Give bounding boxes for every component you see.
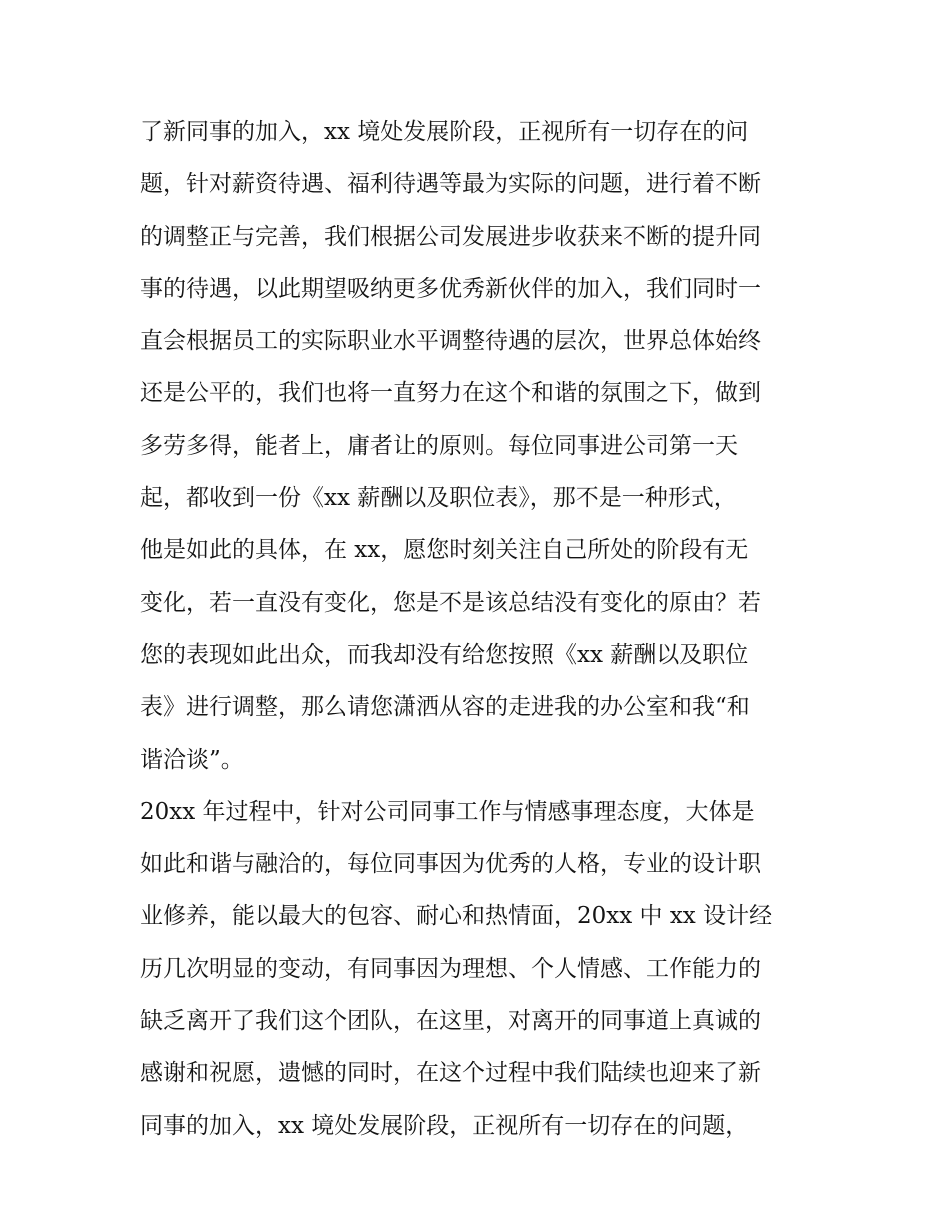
text-line: 还是公平的，我们也将一直努力在这个和谐的氛围之下，做到 bbox=[140, 380, 761, 407]
text-line: 表》进行调整，那么请您潇洒从容的走进我的办公室和我“和 bbox=[140, 694, 750, 721]
text-line: 变化，若一直没有变化，您是不是该总结没有变化的原由？若 bbox=[140, 589, 761, 616]
text-line: 20xx 年过程中，针对公司同事工作与情感事理态度，大体是 bbox=[140, 798, 755, 825]
text-line: 如此和谐与融洽的，每位同事因为优秀的人格，专业的设计职 bbox=[140, 851, 761, 878]
text-line: 业修养，能以最大的包容、耐心和热情面，20xx 中 xx 设计经 bbox=[140, 903, 773, 930]
text-line: 事的待遇，以此期望吸纳更多优秀新伙伴的加入，我们同时一 bbox=[140, 275, 761, 302]
text-line: 您的表现如此出众，而我却没有给您按照《xx 薪酬以及职位 bbox=[140, 641, 749, 668]
text-line: 缺乏离开了我们这个团队，在这里，对离开的同事道上真诚的 bbox=[140, 1008, 761, 1035]
text-line: 了新同事的加入，xx 境处发展阶段，正视所有一切存在的问 bbox=[140, 119, 749, 145]
text-line: 多劳多得，能者上，庸者让的原则。每位同事进公司第一天 bbox=[140, 432, 738, 459]
text-line: 起，都收到一份《xx 薪酬以及职位表》，那不是一种形式， bbox=[140, 485, 737, 512]
text-line: 历几次明显的变动，有同事因为理想、个人情感、工作能力的 bbox=[140, 955, 761, 982]
document-body bbox=[140, 106, 812, 1152]
text-line: 题，针对薪资待遇、福利待遇等最为实际的问题，进行着不断 bbox=[140, 171, 761, 198]
text-line: 同事的加入，xx 境处发展阶段，正视所有一切存在的问题， bbox=[140, 1112, 749, 1139]
text-line: 谐洽谈”。 bbox=[140, 746, 244, 773]
text-line: 感谢和祝愿，遗憾的同时，在这个过程中我们陆续也迎来了新 bbox=[140, 1060, 761, 1087]
text-line: 的调整正与完善，我们根据公司发展进步收获来不断的提升同 bbox=[140, 223, 761, 250]
text-line: 直会根据员工的实际职业水平调整待遇的层次，世界总体始终 bbox=[140, 328, 761, 355]
text-line: 他是如此的具体，在 xx，愿您时刻关注自己所处的阶段有无 bbox=[140, 537, 749, 564]
